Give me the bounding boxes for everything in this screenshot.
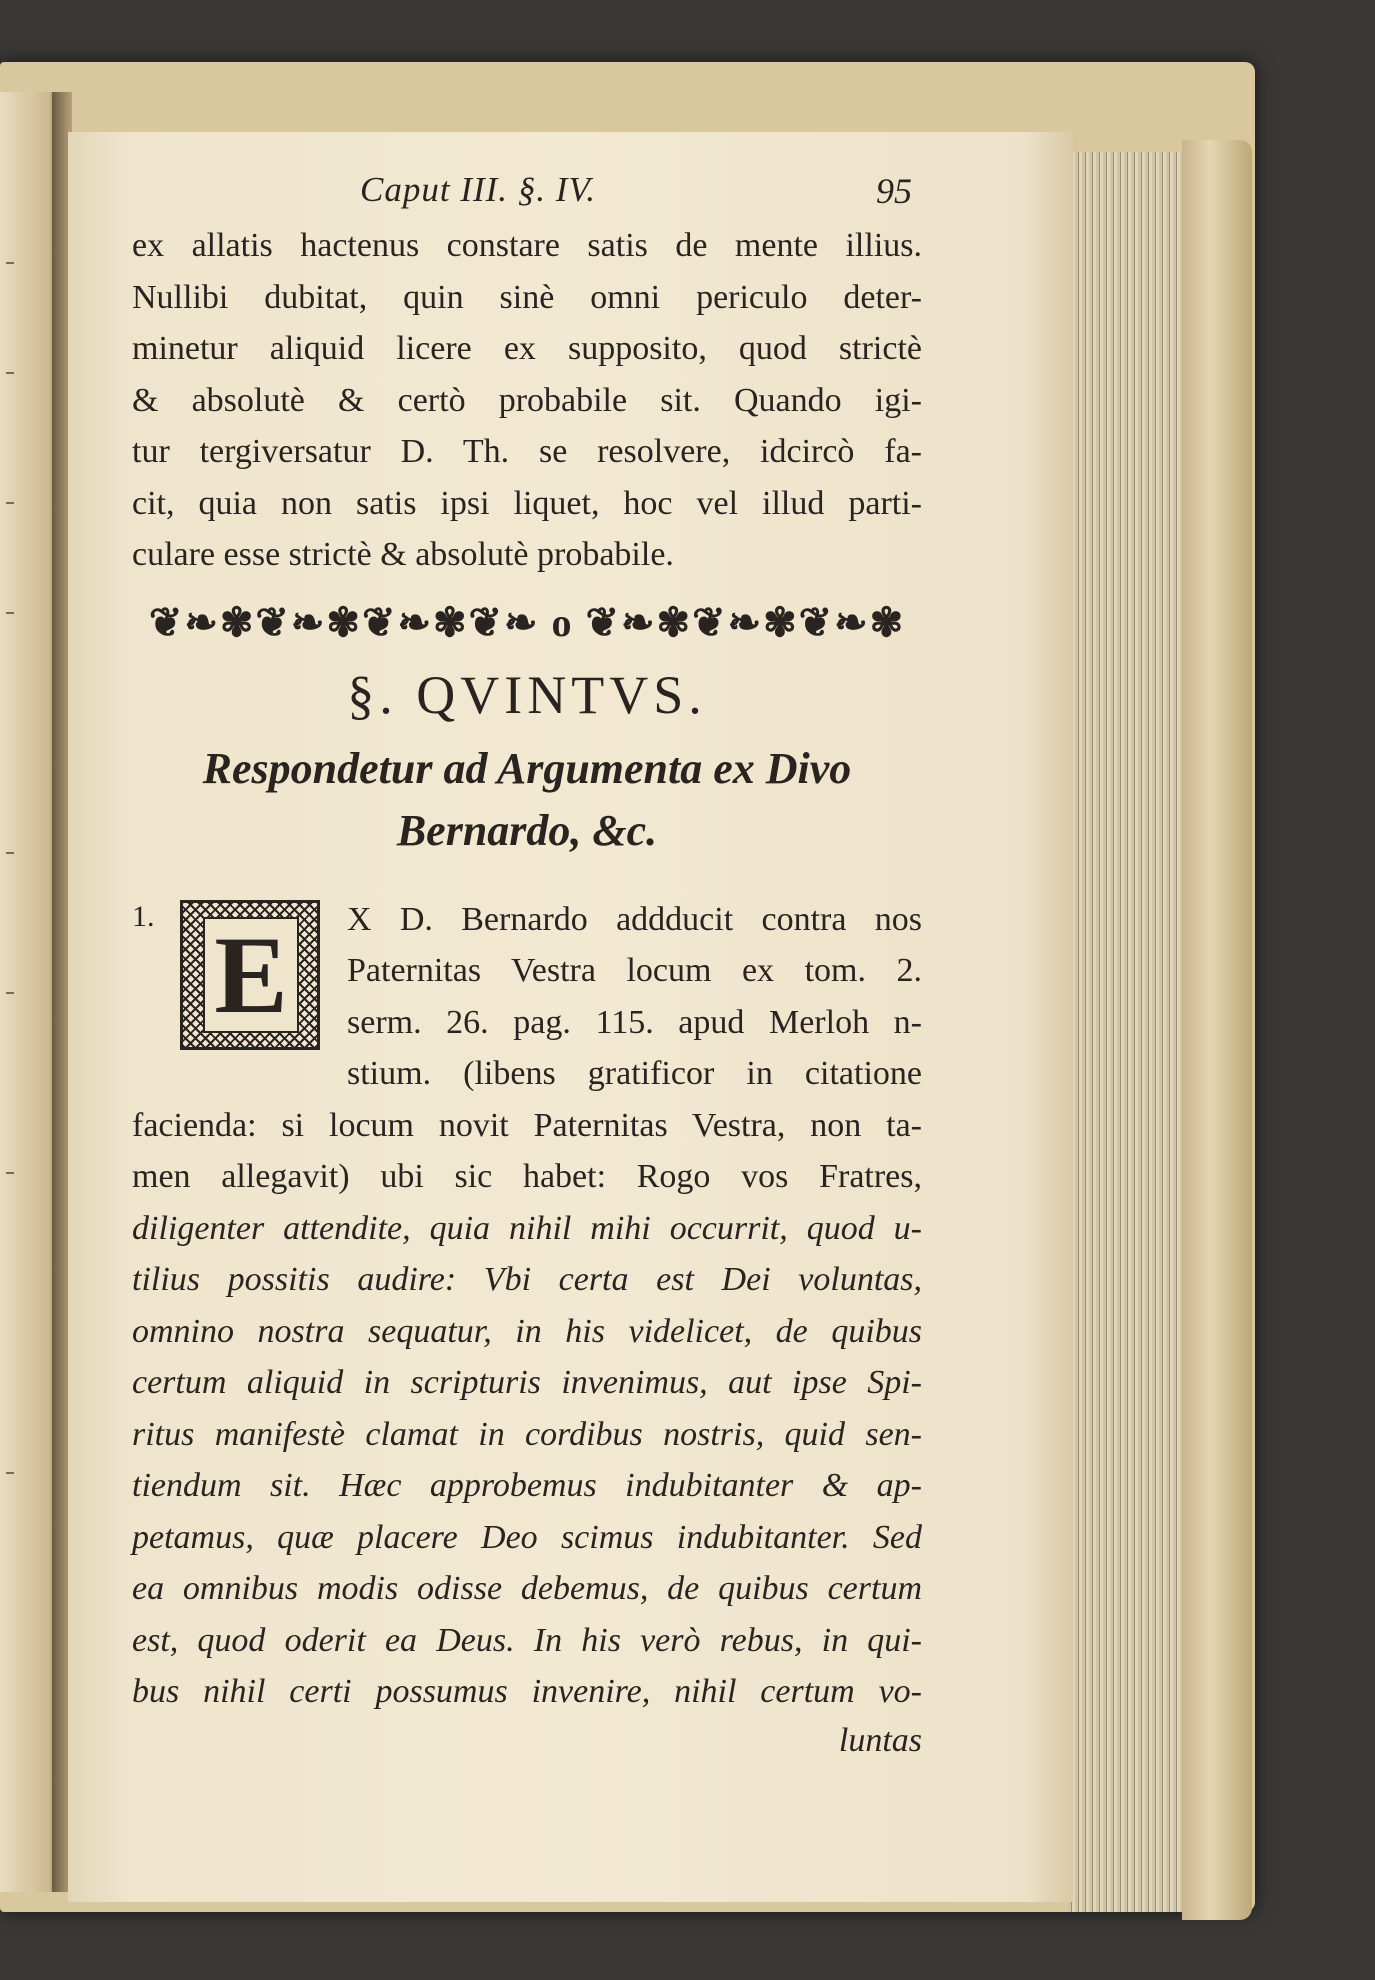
page-text bbox=[132, 170, 922, 1760]
text-line: est, quod oderit ea Deus. In his verò rebus, in qui- bbox=[132, 1621, 922, 1659]
text-line: & absolutè & certò probabile sit. Quando igi- bbox=[132, 381, 922, 419]
text-line: ea omnibus modis odisse debemus, de quibus certum bbox=[132, 1570, 922, 1607]
text-line: culare esse strictè & absolutè probabile. bbox=[132, 536, 674, 573]
vellum-cover bbox=[1182, 140, 1252, 1920]
text-line: minetur aliquid licere ex supposito, quod strictè bbox=[132, 330, 922, 367]
text-line: Paternitas Vestra locum ex tom. 2. bbox=[347, 952, 922, 989]
text-line: bus nihil certi possumus invenire, nihil certum vo- bbox=[132, 1673, 922, 1710]
catchword: luntas bbox=[838, 1721, 922, 1759]
text-line: cit, quia non satis ipsi liquet, hoc vel illud parti- bbox=[132, 484, 922, 522]
text-line: omnino nostra sequatur, in his videlicet, de quibus bbox=[132, 1312, 922, 1350]
text-line: tilius possitis audire: Vbi certa est Dei voluntas, bbox=[132, 1261, 922, 1298]
text-line: ex allatis hactenus constare satis de mente illius. bbox=[132, 227, 922, 264]
paragraph-2-block bbox=[132, 894, 922, 1760]
text-line: facienda: si locum novit Paternitas Vestra, non ta- bbox=[132, 1106, 922, 1144]
text-line: men allegavit) ubi sic habet: Rogo vos Fratres, bbox=[132, 1158, 922, 1195]
ornamental-divider: ❦❧✾❦❧✾❦❧✾❦❧ o ❦❧✾❦❧✾❦❧✾ bbox=[148, 599, 906, 645]
section-title bbox=[132, 738, 922, 862]
item-number: 1. bbox=[132, 899, 155, 933]
text-line: certum aliquid in scripturis invenimus, aut ipse Spi- bbox=[132, 1364, 922, 1401]
title-line: Respondetur ad Argumenta ex Divo bbox=[202, 743, 852, 793]
indented-lines bbox=[347, 894, 922, 1100]
title-line: Bernardo, &c. bbox=[396, 805, 658, 855]
text-line: ritus manifestè clamat in cordibus nostris, quid sen- bbox=[132, 1415, 922, 1453]
text-line: petamus, quæ placere Deo scimus indubitanter. Sed bbox=[132, 1518, 922, 1556]
section-heading: §. QVINTVS. bbox=[347, 664, 707, 725]
left-page-edge bbox=[0, 92, 58, 1892]
drop-initial: E bbox=[203, 917, 299, 1033]
text-line: stium. (libens gratificor in citatione bbox=[347, 1055, 922, 1092]
text-line: tur tergiversatur D. Th. se resolvere, idcircò fa- bbox=[132, 433, 922, 470]
text-line: serm. 26. pag. 115. apud Merloh n- bbox=[347, 1003, 922, 1041]
decorated-initial-icon bbox=[180, 900, 320, 1050]
running-head: Caput III. §. IV. bbox=[360, 170, 597, 209]
page-edges bbox=[1068, 152, 1186, 1912]
text-line: X D. Bernardo addducit contra nos bbox=[347, 900, 922, 938]
text-line: diligenter attendite, quia nihil mihi occurrit, quod u- bbox=[132, 1209, 922, 1247]
paragraph-2 bbox=[132, 1100, 922, 1718]
page-header bbox=[132, 170, 922, 220]
text-line: tiendum sit. Hæc approbemus indubitanter & ap- bbox=[132, 1467, 922, 1504]
text-line: Nullibi dubitat, quin sinè omni periculo deter- bbox=[132, 278, 922, 316]
paragraph-1 bbox=[132, 220, 922, 581]
page-number: 95 bbox=[876, 171, 912, 211]
